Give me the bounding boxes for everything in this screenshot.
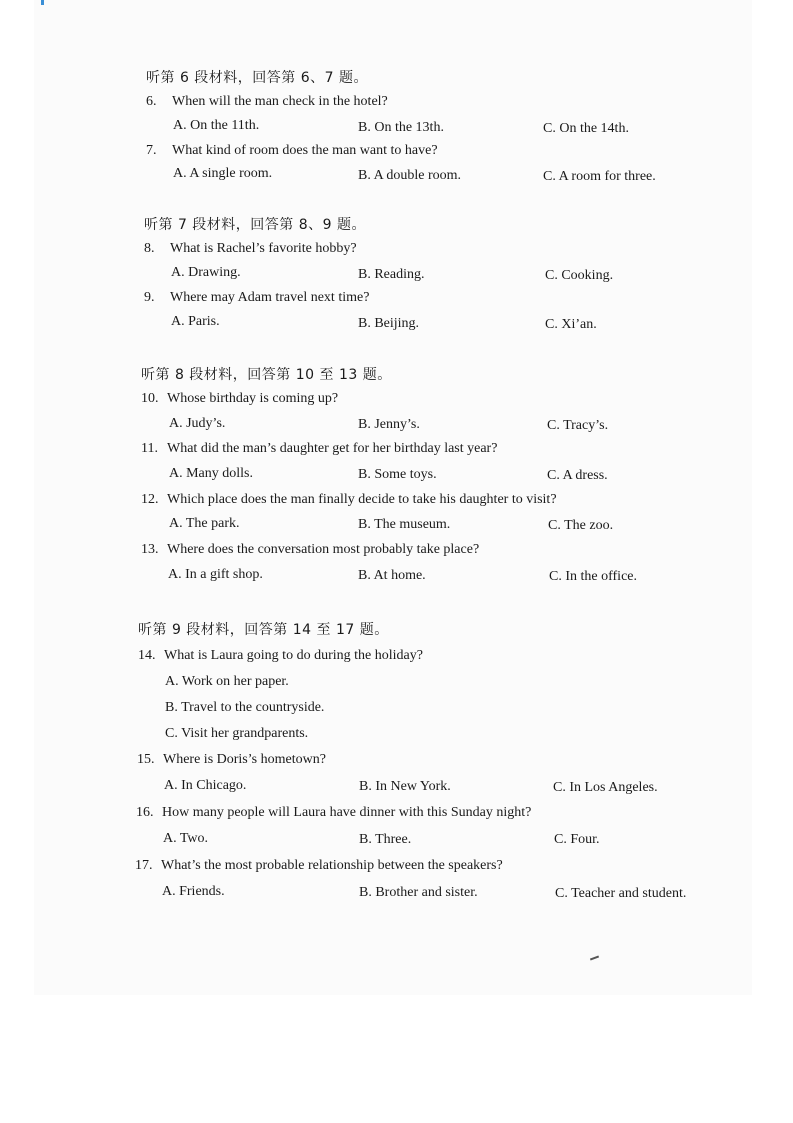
question-number: 13. [141,542,159,557]
option-b: B. Brother and sister. [359,885,478,900]
option-b: B. Jenny’s. [358,417,420,432]
option-c: C. In Los Angeles. [553,780,658,795]
option-b: B. Three. [359,832,412,847]
option-c: C. A dress. [547,468,608,483]
question-9 [144,290,369,306]
question-text: Where does the conversation most probably take place? [167,542,480,557]
option-a: A. Paris. [171,314,220,329]
option-a: A. A single room. [173,166,273,181]
section-heading: 听第 8 段材料，回答第 10 至 13 题。 [141,367,392,383]
option-a: A. On the 11th. [173,118,260,133]
question-text: Whose birthday is coming up? [167,391,339,406]
question-text: What is Rachel’s favorite hobby? [170,241,357,256]
option-b: B. Some toys. [358,467,437,482]
question-number: 12. [141,492,159,507]
question-13 [141,542,479,558]
question-number: 16. [136,805,154,820]
question-16 [136,805,531,821]
option-c: C. Cooking. [545,268,614,283]
question-number: 15. [137,752,155,767]
option-a: A. In Chicago. [164,778,247,793]
question-6 [146,94,388,110]
question-11 [141,441,497,457]
question-number: 7. [146,143,157,158]
question-text: Where is Doris’s hometown? [163,752,326,767]
option-a: A. Two. [163,831,209,846]
option-c: C. In the office. [549,569,637,584]
option-c: C. Four. [554,832,600,847]
option-a: A. Drawing. [171,265,241,280]
section-heading: 听第 6 段材料，回答第 6、7 题。 [146,70,369,86]
question-text: When will the man check in the hotel? [172,94,388,109]
option-a: A. The park. [169,516,240,531]
question-text: What kind of room does the man want to have? [172,143,438,158]
option-c: C. Teacher and student. [555,886,687,901]
option-b: B. Beijing. [358,316,420,331]
option-a: A. Work on her paper. [165,674,289,689]
question-text: Which place does the man finally decide to take his daughter to visit? [167,492,557,507]
question-number: 11. [141,441,158,456]
option-c: C. Tracy’s. [547,418,609,433]
option-b: B. Reading. [358,267,425,282]
question-text: How many people will Laura have dinner with this Sunday night? [162,805,532,820]
option-c: C. A room for three. [543,169,656,184]
option-b: B. Travel to the countryside. [165,700,325,715]
question-10 [141,391,338,407]
question-number: 6. [146,94,157,109]
question-number: 14. [138,648,156,663]
question-15 [137,752,326,768]
question-14 [138,648,423,664]
question-text: Where may Adam travel next time? [170,290,370,305]
question-8 [144,241,357,257]
question-number: 17. [135,858,153,873]
option-b: B. In New York. [359,779,451,794]
question-text: What is Laura going to do during the holiday? [164,648,423,663]
option-c: C. On the 14th. [543,121,629,136]
option-c: C. Xi’an. [545,317,597,332]
question-text: What’s the most probable relationship between the speakers? [161,858,503,873]
question-text: What did the man’s daughter get for her birthday last year? [167,441,498,456]
question-number: 8. [144,241,155,256]
option-a: A. Friends. [162,884,225,899]
option-a: A. In a gift shop. [168,567,263,582]
question-number: 10. [141,391,159,406]
question-number: 9. [144,290,155,305]
option-a: A. Judy’s. [169,416,226,431]
section-heading: 听第 7 段材料，回答第 8、9 题。 [144,217,367,233]
option-b: B. On the 13th. [358,120,444,135]
option-c: C. The zoo. [548,518,614,533]
question-17 [135,858,503,874]
option-b: B. The museum. [358,517,451,532]
section-heading: 听第 9 段材料，回答第 14 至 17 题。 [138,622,389,638]
option-a: A. Many dolls. [169,466,253,481]
question-12 [141,492,557,508]
option-b: B. A double room. [358,168,462,183]
option-c: C. Visit her grandparents. [165,726,309,741]
option-b: B. At home. [358,568,426,583]
question-7 [146,143,438,159]
